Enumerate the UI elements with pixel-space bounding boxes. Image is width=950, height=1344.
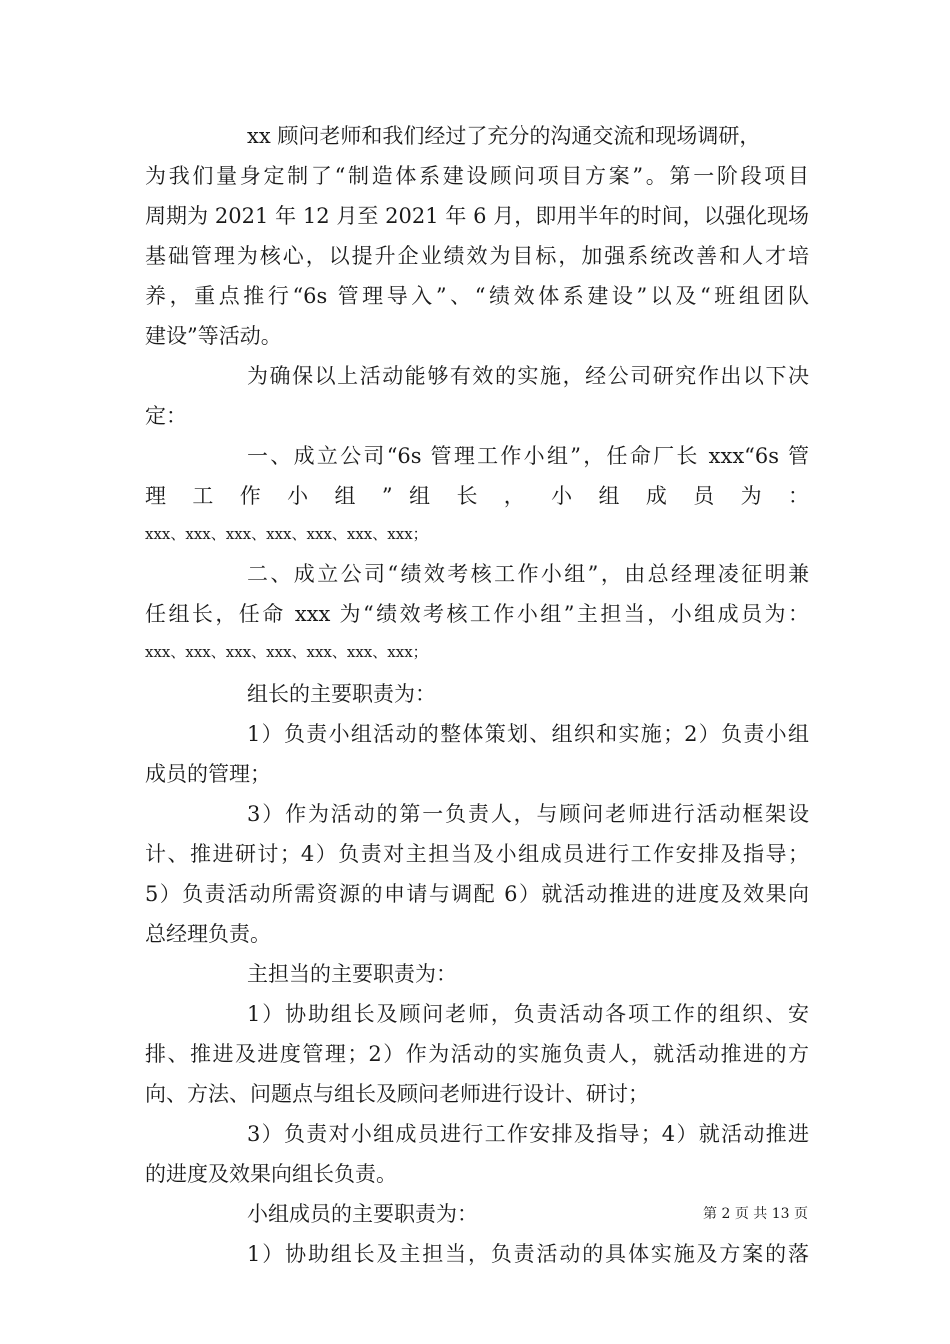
text-line: 3）作为活动的第一负责人，与顾问老师进行活动框架设 (247, 802, 809, 826)
text-line: 计、推进研讨；4）负责对主担当及小组成员进行工作安排及指导； (145, 842, 809, 866)
text-line: xx 顾问老师和我们经过了充分的沟通交流和现场调研， (247, 124, 761, 148)
text-line: 5）负责活动所需资源的申请与调配 6）就活动推进的进度及效果向 (145, 882, 809, 906)
text-line: 为我们量身定制了“制造体系建设顾问项目方案”。第一阶段项目 (145, 164, 809, 188)
text-line: 二、成立公司“绩效考核工作小组”，由总经理凌征明兼 (247, 562, 809, 586)
text-line: 1）协助组长及顾问老师，负责活动各项工作的组织、安 (247, 1002, 809, 1026)
text-line: 基础管理为核心，以提升企业绩效为目标，加强系统改善和人才培 (145, 244, 809, 268)
page-number-footer: 第 2 页 共 13 页 (703, 1206, 808, 1222)
text-line: 的进度及效果向组长负责。 (145, 1162, 397, 1186)
text-line: 成员的管理； (145, 762, 271, 786)
text-line: 向、方法、问题点与组长及顾问老师进行设计、研讨； (145, 1082, 649, 1106)
text-line: 一、成立公司“6s 管理工作小组”，任命厂长 xxx“6s 管 (247, 444, 809, 468)
text-line: xxx、xxx、xxx、xxx、xxx、xxx、xxx； (145, 525, 428, 543)
text-line: 理 工 作 小 组 ” 组 长 ， 小 组 成 员 为 ： (145, 484, 809, 508)
text-line: 养，重点推行“6s 管理导入”、“绩效体系建设”以及“班组团队 (145, 284, 809, 308)
text-line: 为确保以上活动能够有效的实施，经公司研究作出以下决 (247, 364, 809, 388)
text-line: 周期为 2021 年 12 月至 2021 年 6 月，即用半年的时间，以强化现场 (145, 204, 809, 228)
text-line: 建设”等活动。 (145, 324, 282, 348)
text-line: xxx、xxx、xxx、xxx、xxx、xxx、xxx； (145, 643, 428, 661)
text-line: 1）协助组长及主担当，负责活动的具体实施及方案的落 (247, 1242, 809, 1266)
text-line: 主担当的主要职责为： (247, 962, 457, 986)
text-line: 任组长，任命 xxx 为“绩效考核工作小组”主担当，小组成员为： (145, 602, 809, 626)
text-line: 3）负责对小组成员进行工作安排及指导；4）就活动推进 (247, 1122, 809, 1146)
text-line: 排、推进及进度管理；2）作为活动的实施负责人，就活动推进的方 (145, 1042, 809, 1066)
text-line: 组长的主要职责为： (247, 682, 436, 706)
text-line: 小组成员的主要职责为： (247, 1202, 478, 1226)
text-line: 总经理负责。 (145, 922, 271, 946)
text-line: 1）负责小组活动的整体策划、组织和实施；2）负责小组 (247, 722, 809, 746)
text-line: 定： (145, 404, 187, 428)
